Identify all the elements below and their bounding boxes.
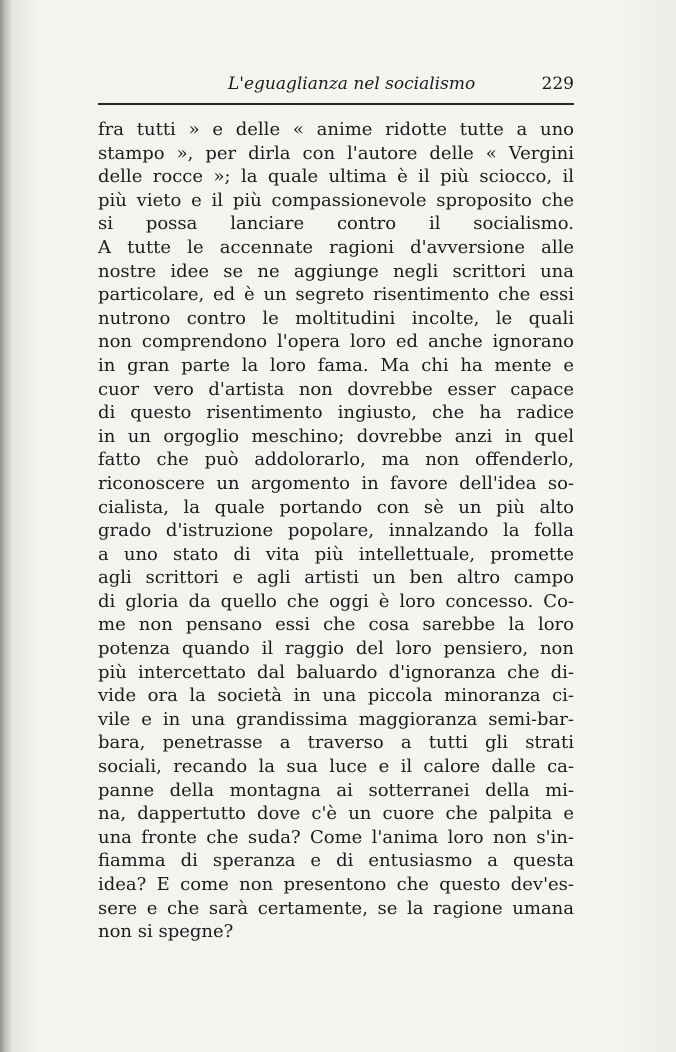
text-line: sociali, recando la sua luce e il calore dalle ca- <box>98 756 574 778</box>
text-line: a uno stato di vita più intellettuale, promette <box>98 543 574 565</box>
text-line: riconoscere un argomento in favore dell'idea so- <box>98 472 574 494</box>
header-rule <box>98 103 574 105</box>
text-line: in un orgoglio meschino; dovrebbe anzi in quel <box>98 425 574 447</box>
text-line: delle rocce »; la quale ultima è il più sciocco, il <box>98 166 574 188</box>
text-line: idea? E come non presentono che questo dev'es- <box>98 874 574 895</box>
text-line: di gloria da quello che oggi è loro concesso. Co- <box>98 590 574 612</box>
text-line: più vieto e il più compassionevole sproposito che <box>98 189 574 211</box>
text-line: potenza quando il raggio del loro pensiero, non <box>98 638 574 660</box>
text-line: di questo risentimento ingiusto, che ha radice <box>98 402 574 424</box>
text-line: agli scrittori e agli artisti un ben altro campo <box>98 567 574 589</box>
text-line: stampo », per dirla con l'autore delle « Vergini <box>98 142 574 164</box>
text-line: particolare, ed è un segreto risentimento che essi <box>98 284 574 306</box>
text-line: fiamma di speranza e di entusiasmo a questa <box>98 850 574 872</box>
text-line: in gran parte la loro fama. Ma chi ha mente e <box>98 354 574 376</box>
running-title: L'eguaglianza nel socialismo <box>228 74 476 94</box>
text-line: vile e in una grandissima maggioranza semi-bar- <box>98 708 574 730</box>
text-line: più intercettato dal baluardo d'ignoranza che di- <box>98 661 574 683</box>
text-line: fatto che può addolorarlo, ma non offenderlo, <box>98 449 574 471</box>
text-line: grado d'istruzione popolare, innalzando la folla <box>98 520 574 542</box>
text-line: non si spegne? <box>98 921 234 943</box>
text-line: na, dappertutto dove c'è un cuore che palpita e <box>98 803 574 825</box>
text-line: vide ora la società in una piccola minoranza ci- <box>98 685 574 707</box>
text-line: bara, penetrasse a traverso a tutti gli strati <box>98 732 574 754</box>
text-line: fra tutti » e delle « anime ridotte tutte a uno <box>98 119 574 140</box>
text-line: nostre idee se ne aggiunge negli scrittori una <box>98 260 574 282</box>
body-text <box>98 118 574 944</box>
text-line: una fronte che suda? Come l'anima loro non s'in- <box>98 826 574 848</box>
text-line: panne della montagna ai sotterranei della mi- <box>98 779 574 801</box>
text-line: A tutte le accennate ragioni d'avversione alle <box>98 236 574 258</box>
text-line: sere e che sarà certamente, se la ragione umana <box>98 897 574 919</box>
text-line: cialista, la quale portando con sè un più alto <box>98 496 574 518</box>
text-line: si possa lanciare contro il socialismo. <box>98 213 574 235</box>
page-binding-edge <box>0 0 12 1052</box>
text-line: cuor vero d'artista non dovrebbe esser capace <box>98 378 574 400</box>
running-header <box>98 72 574 100</box>
text-line: nutrono contro le moltitudini incolte, le quali <box>98 307 574 329</box>
page-number: 229 <box>541 74 574 94</box>
text-line: me non pensano essi che cosa sarebbe la loro <box>98 614 574 636</box>
text-line: non comprendono l'opera loro ed anche ignorano <box>98 331 574 353</box>
